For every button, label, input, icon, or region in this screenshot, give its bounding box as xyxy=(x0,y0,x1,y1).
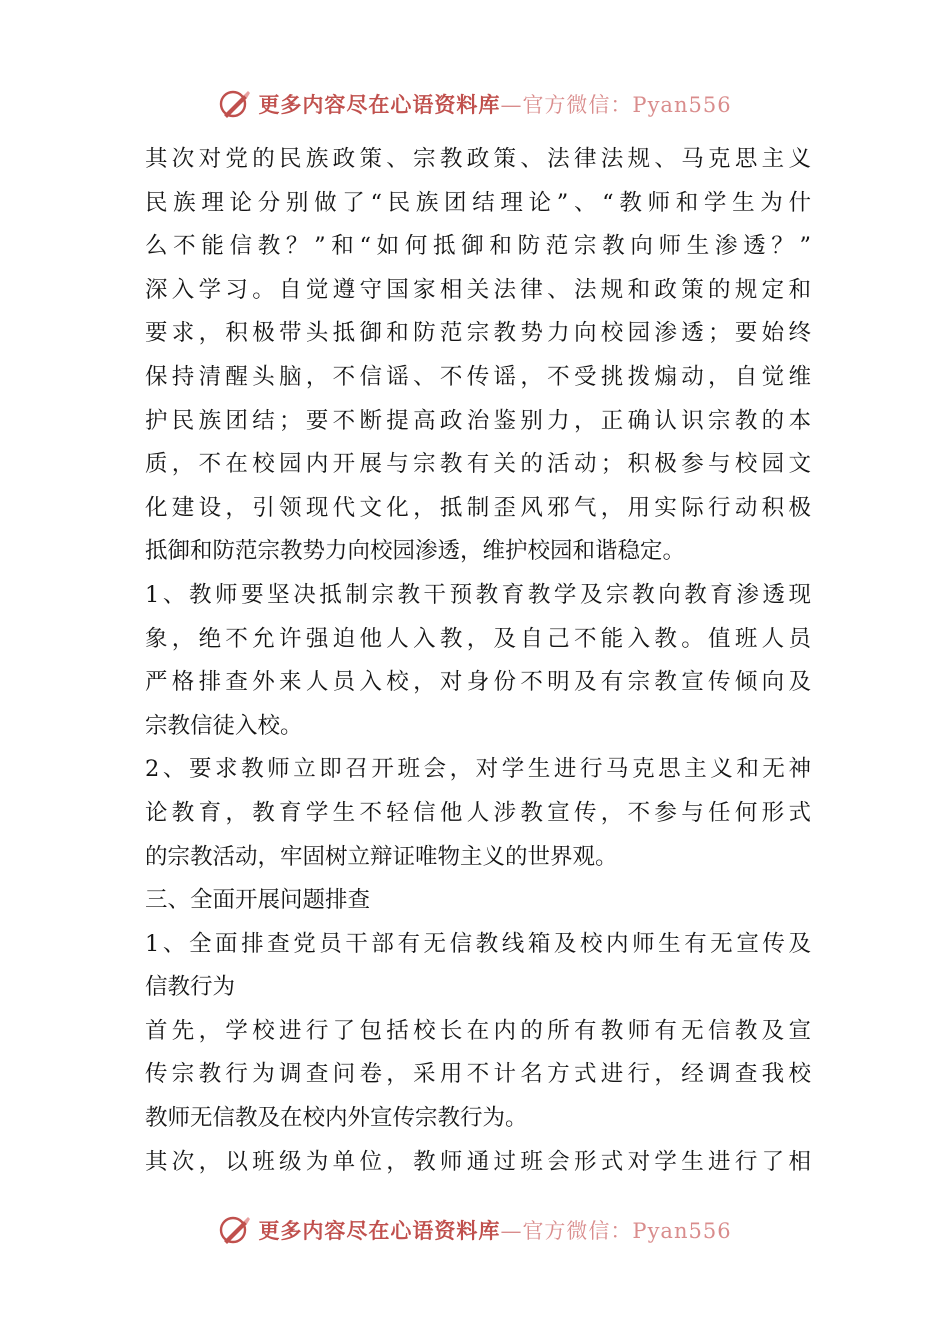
pen-logo-icon xyxy=(218,87,252,121)
text-line: 护民族团结；要不断提高政治鉴别力，正确认识宗教的本 xyxy=(145,407,811,434)
text-line: 传宗教行为调查问卷，采用不计名方式进行，经调查我校 xyxy=(145,1061,811,1088)
banner-title: 更多内容尽在心语资料库 xyxy=(258,92,501,117)
text-line: 质，不在校园内开展与宗教有关的活动；积极参与校园文 xyxy=(145,451,811,478)
text-line: 化建设，引领现代文化，抵制歪风邪气，用实际行动积极 xyxy=(145,494,811,521)
banner-text xyxy=(258,1215,731,1245)
text-line: 保持清醒头脑，不信谣、不传谣，不受挑拨煽动，自觉维 xyxy=(145,363,811,390)
text-line: 1、教师要坚决抵制宗教干预教育教学及宗教向教育渗透现 xyxy=(145,581,811,608)
banner-wechat: —官方微信：Pyan556 xyxy=(500,93,732,117)
banner-wechat: —官方微信：Pyan556 xyxy=(500,1219,732,1243)
text-line: 民族理论分别做了“民族团结理论”、“教师和学生为什 xyxy=(145,189,811,216)
text-line: 首先，学校进行了包括校长在内的所有教师有无信教及宣 xyxy=(145,1017,811,1044)
pen-logo-icon xyxy=(218,1213,252,1247)
footer-banner xyxy=(0,1210,950,1250)
text-line: 教师无信教及在校内外宣传宗教行为。 xyxy=(145,1105,528,1132)
text-line: 其次对党的民族政策、宗教政策、法律法规、马克思主义 xyxy=(145,146,811,172)
text-line: 论教育，教育学生不轻信他人涉教宣传，不参与任何形式 xyxy=(145,799,811,826)
text-line: 深入学习。自觉遵守国家相关法律、法规和政策的规定和 xyxy=(145,276,811,303)
text-line: 宗教信徒入校。 xyxy=(145,712,303,739)
document-body xyxy=(145,138,811,1184)
text-line: 要求，积极带头抵御和防范宗教势力向校园渗透；要始终 xyxy=(145,320,811,347)
banner-text xyxy=(258,89,731,119)
text-line: 抵御和防范宗教势力向校园渗透，维护校园和谐稳定。 xyxy=(145,538,686,565)
text-line: 象，绝不允许强迫他人入教，及自己不能入教。值班人员 xyxy=(145,625,811,652)
text-line: 信教行为 xyxy=(145,974,236,1001)
text-line: 的宗教活动，牢固树立辩证唯物主义的世界观。 xyxy=(145,843,618,870)
text-line: 么不能信教？”和“如何抵御和防范宗教向师生渗透？” xyxy=(145,233,811,260)
banner-title: 更多内容尽在心语资料库 xyxy=(258,1218,501,1243)
text-line: 1、全面排查党员干部有无信教线箱及校内师生有无宣传及 xyxy=(145,930,811,957)
text-line: 2、要求教师立即召开班会，对学生进行马克思主义和无神 xyxy=(145,756,811,783)
text-line: 严格排查外来人员入校，对身份不明及有宗教宣传倾向及 xyxy=(145,669,811,696)
text-line: 三、全面开展问题排查 xyxy=(145,887,371,914)
text-line: 其次，以班级为单位，教师通过班会形式对学生进行了相 xyxy=(145,1148,811,1175)
header-banner xyxy=(0,84,950,124)
